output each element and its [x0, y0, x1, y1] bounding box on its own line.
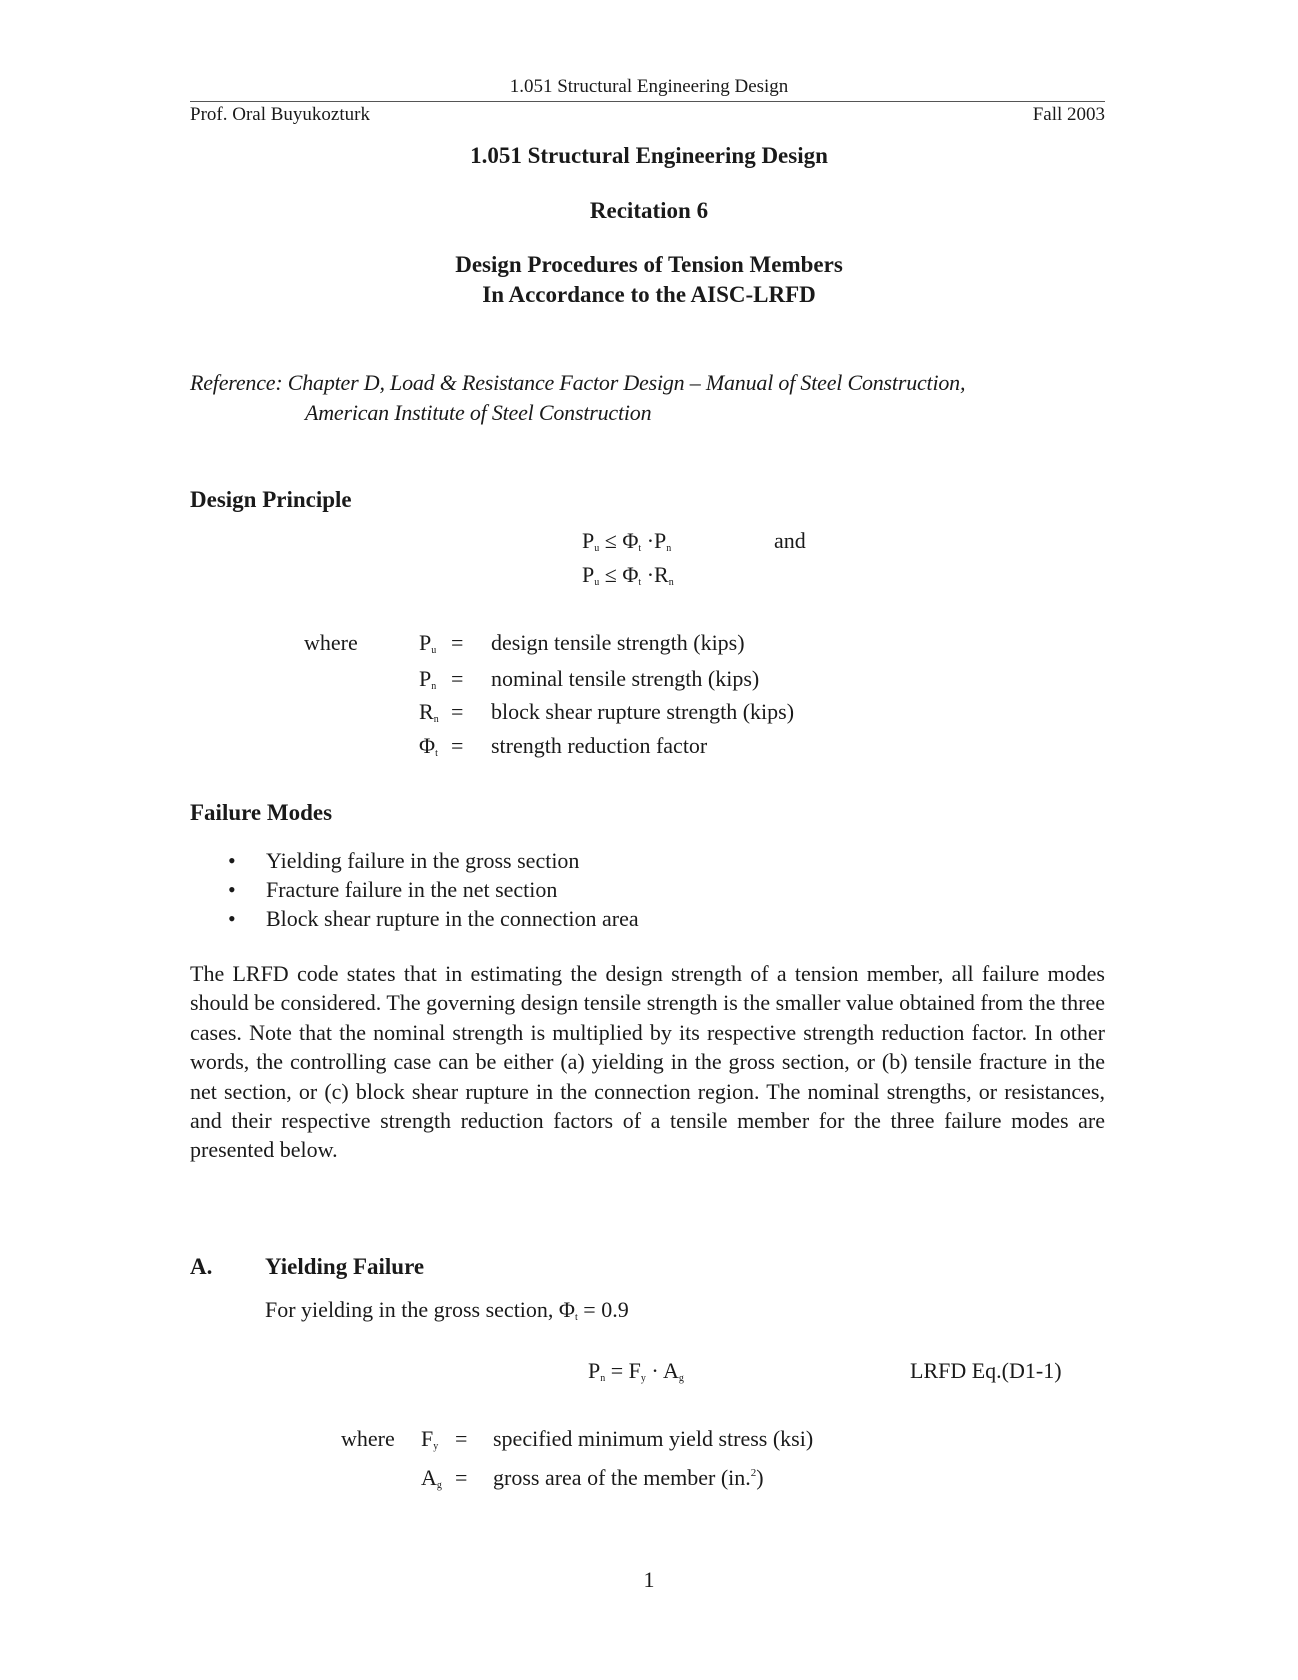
symbol-phi-t: $\Phi_t$	[419, 733, 438, 759]
reference-line1: Reference: Chapter D, Load & Resistance Factor Design – Manual of Steel Construction,	[190, 370, 966, 395]
yield-equation-ref: LRFD Eq.(D1-1)	[910, 1358, 1062, 1383]
doc-title-line1: Design Procedures of Tension Members	[455, 252, 843, 277]
definition-fy: specified minimum yield stress (ksi)	[493, 1426, 814, 1451]
definition-ag-text: gross area of the member (in.	[493, 1465, 751, 1490]
list-item	[228, 877, 639, 906]
and-label: and	[774, 528, 806, 553]
header-term: Fall 2003	[1032, 104, 1105, 125]
bullet-icon: •	[228, 906, 236, 931]
equals-sign: =	[451, 630, 464, 655]
list-item-text: Fracture failure in the net section	[266, 877, 558, 902]
section-a-heading: Yielding Failure	[265, 1254, 425, 1279]
recitation-title: Recitation 6	[589, 198, 709, 223]
equals-sign: =	[451, 733, 464, 758]
symbol-fy: $F_y$	[421, 1426, 439, 1452]
equals-sign: =	[455, 1465, 468, 1490]
section-a-letter: A.	[190, 1254, 213, 1279]
course-title: 1.051 Structural Engineering Design	[470, 143, 828, 168]
bullet-icon: •	[228, 848, 236, 873]
definition-phi-t: strength reduction factor	[491, 733, 708, 758]
header-author: Prof. Oral Buyukozturk	[190, 104, 370, 125]
failure-modes-paragraph: The LRFD code states that in estimating the design strength of a tension member, all failure modes should be considered. The governing design tensile strength is the smaller value obtained from the three cases. Note that the nominal strength is multiplied by its respective strength reduction factor. In other words, the controlling case can be either (a) yielding in the gross section, or (b) tensile fracture in the net section, or (c) block shear rupture in the connection region. The nominal strengths, or resistances, and their respective strength reduction factors of a tensile member for the three failure modes are presented below.	[190, 961, 1105, 1163]
symbol-ag: $A_g$	[421, 1465, 442, 1491]
definition-ag: gross area of the member (in.$^2$)	[493, 1465, 764, 1490]
equals-sign: =	[455, 1426, 468, 1451]
yielding-intro: For yielding in the gross section, $\Phi_t = 0.9$	[265, 1297, 629, 1323]
list-item-text: Yielding failure in the gross section	[266, 848, 580, 873]
definition-pn: nominal tensile strength (kips)	[491, 666, 760, 691]
symbol-pn: $P_n$	[419, 666, 437, 692]
bullet-icon: •	[228, 877, 236, 902]
doc-title-line2: In Accordance to the AISC-LRFD	[482, 282, 816, 307]
page-number: 1	[643, 1567, 655, 1592]
yield-equation: $P_n = F_y \cdot A_g$	[588, 1358, 684, 1384]
principle-equation-2: $P_u \le \Phi_t \cdot R_n$	[582, 562, 674, 588]
yielding-intro-text: For yielding in the gross section,	[265, 1297, 554, 1322]
symbol-rn: $R_n$	[419, 699, 439, 725]
list-item	[228, 906, 639, 935]
list-item	[228, 848, 639, 877]
symbol-pu: $P_u$	[419, 630, 437, 656]
definition-rn: block shear rupture strength (kips)	[491, 699, 795, 724]
header-rule	[190, 101, 1105, 102]
equals-sign: =	[451, 666, 464, 691]
failure-modes-heading: Failure Modes	[190, 800, 333, 825]
running-header-title: 1.051 Structural Engineering Design	[509, 76, 789, 97]
principle-equation-1: $P_u \le \Phi_t \cdot P_n$	[582, 528, 672, 554]
reference-line2: American Institute of Steel Construction	[305, 400, 652, 425]
phi-value: = 0.9	[583, 1297, 629, 1322]
failure-modes-list	[228, 848, 639, 935]
where-label-a: where	[341, 1426, 395, 1451]
where-label: where	[304, 630, 358, 655]
design-principle-heading: Design Principle	[190, 487, 352, 512]
definition-pu: design tensile strength (kips)	[491, 630, 745, 655]
equals-sign: =	[451, 699, 464, 724]
list-item-text: Block shear rupture in the connection area	[266, 906, 639, 931]
